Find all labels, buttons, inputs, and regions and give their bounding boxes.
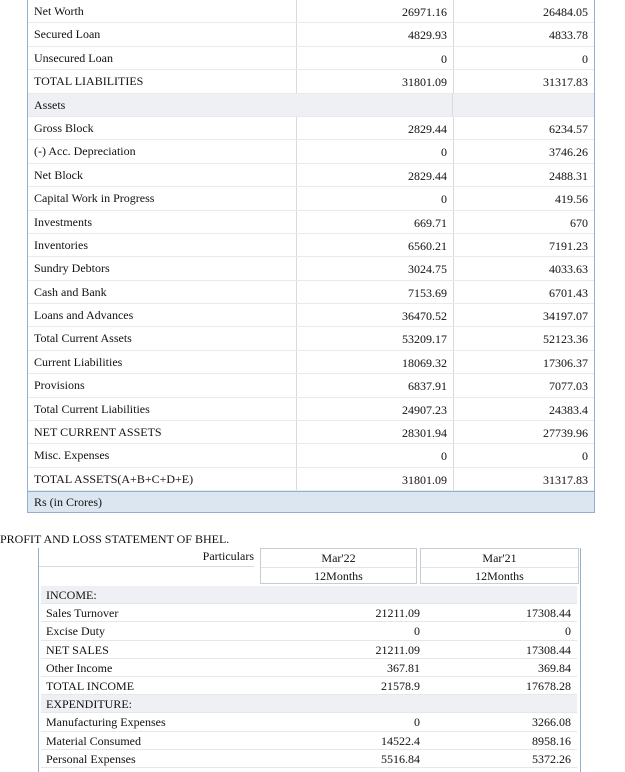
table-row xyxy=(41,604,577,622)
row-label: Secured Loan xyxy=(28,23,297,45)
value-col1: 5516.84 xyxy=(381,751,420,766)
value-col1: 18069.32 xyxy=(297,351,454,373)
balance-sheet-table xyxy=(27,0,595,513)
table-row xyxy=(41,641,577,659)
table-row xyxy=(28,421,594,444)
table-row xyxy=(28,257,594,280)
row-label: INCOME: xyxy=(46,588,97,602)
value-col1: 669.71 xyxy=(297,211,454,233)
pl-title: PROFIT AND LOSS STATEMENT OF BHEL. xyxy=(0,532,230,546)
value-col1: 0 xyxy=(414,715,420,730)
value-col1: 21211.09 xyxy=(375,606,420,621)
value-col1: 28301.94 xyxy=(297,421,454,443)
value-col2: 7191.23 xyxy=(549,238,588,253)
value-col1: 0 xyxy=(297,444,454,466)
balance-sheet-footer: Rs (in Crores) xyxy=(28,491,594,512)
value-col2: 31317.83 xyxy=(543,75,588,90)
row-label: Manufacturing Expenses xyxy=(46,715,166,730)
value-col1: 31801.09 xyxy=(297,468,454,490)
row-label: NET SALES xyxy=(46,642,109,657)
table-row xyxy=(28,398,594,421)
table-row xyxy=(28,164,594,187)
pl-header-col2-period: Mar'21 xyxy=(421,549,578,568)
row-label: Provisions xyxy=(28,374,297,396)
value-col1: 0 xyxy=(297,140,454,162)
pl-rows xyxy=(41,586,577,768)
table-row xyxy=(28,304,594,327)
row-label: Gross Block xyxy=(28,117,297,139)
value-col1: 7153.69 xyxy=(297,281,454,303)
row-label: Sundry Debtors xyxy=(28,257,297,279)
row-label: Current Liabilities xyxy=(28,351,297,373)
pl-header-col1 xyxy=(260,548,417,584)
value-col2 xyxy=(426,586,577,603)
value-col2: 24383.4 xyxy=(549,402,588,417)
value-col2: 17308.44 xyxy=(526,642,571,657)
value-col1: 0 xyxy=(414,624,420,639)
value-col1: 21211.09 xyxy=(375,642,420,657)
value-col1: 2829.44 xyxy=(297,164,454,186)
row-label: Material Consumed xyxy=(46,733,141,748)
value-col2: 17308.44 xyxy=(526,606,571,621)
row-label: NET CURRENT ASSETS xyxy=(28,421,297,443)
value-col2 xyxy=(426,695,577,712)
table-row xyxy=(28,0,594,23)
table-row xyxy=(28,234,594,257)
table-row xyxy=(28,281,594,304)
row-label: Other Income xyxy=(46,660,113,675)
value-col1: 4829.93 xyxy=(297,23,454,45)
value-col2: 7077.03 xyxy=(549,379,588,394)
pl-header-col1-period: Mar'22 xyxy=(261,549,416,568)
value-col2: 17678.28 xyxy=(526,678,571,693)
value-col2: 26484.05 xyxy=(543,5,588,19)
pl-header-col2-duration: 12Months xyxy=(475,569,524,583)
table-row xyxy=(28,140,594,163)
value-col2: 670 xyxy=(570,215,588,230)
pl-header-col2 xyxy=(420,548,579,584)
pl-header-col1-duration: 12Months xyxy=(314,569,363,583)
table-row xyxy=(28,327,594,350)
row-label: Total Current Assets xyxy=(28,327,297,349)
value-col2: 0 xyxy=(582,449,588,464)
pl-header xyxy=(39,548,580,586)
row-label: Loans and Advances xyxy=(28,304,297,326)
value-col2: 6234.57 xyxy=(549,121,588,136)
value-col2: 27739.96 xyxy=(543,426,588,441)
table-row xyxy=(41,622,577,640)
value-col2: 3746.26 xyxy=(549,145,588,160)
table-row xyxy=(28,351,594,374)
row-label: Total Current Liabilities xyxy=(28,398,297,420)
table-row xyxy=(41,713,577,731)
pl-header-particulars: Particulars xyxy=(39,548,254,567)
row-label: Sales Turnover xyxy=(46,606,119,621)
value-col2: 369.84 xyxy=(538,660,571,675)
table-row xyxy=(28,23,594,46)
row-label: Unsecured Loan xyxy=(28,47,297,69)
pl-table xyxy=(38,548,581,772)
value-col2: 4833.78 xyxy=(549,28,588,43)
table-row xyxy=(41,677,577,695)
value-col2: 4033.63 xyxy=(549,262,588,277)
value-col2: 6701.43 xyxy=(549,285,588,300)
value-col1: 0 xyxy=(297,47,454,69)
value-col1 xyxy=(236,695,426,712)
value-col2 xyxy=(453,94,594,116)
value-col2: 5372.26 xyxy=(532,751,571,766)
row-label: Misc. Expenses xyxy=(28,444,297,466)
value-col1: 31801.09 xyxy=(297,70,454,92)
value-col2: 2488.31 xyxy=(549,168,588,183)
value-col1: 6560.21 xyxy=(297,234,454,256)
row-label: (-) Acc. Depreciation xyxy=(28,140,297,162)
value-col2: 17306.37 xyxy=(543,355,588,370)
row-label: Cash and Bank xyxy=(28,281,297,303)
value-col1: 367.81 xyxy=(387,660,420,675)
row-label: Investments xyxy=(28,211,297,233)
row-label: EXPENDITURE: xyxy=(46,697,132,712)
value-col2: 0 xyxy=(582,51,588,66)
value-col2: 8958.16 xyxy=(532,733,571,748)
balance-sheet-rows xyxy=(28,0,594,491)
table-row xyxy=(41,750,577,768)
row-label: Capital Work in Progress xyxy=(28,187,297,209)
value-col1: 24907.23 xyxy=(297,398,454,420)
value-col1: 53209.17 xyxy=(297,327,454,349)
row-label: Excise Duty xyxy=(46,624,105,639)
row-label: Net Worth xyxy=(28,0,297,22)
table-row xyxy=(28,187,594,210)
row-label: Net Block xyxy=(28,164,297,186)
table-row xyxy=(28,211,594,234)
section-header-row xyxy=(41,586,577,604)
table-row xyxy=(41,732,577,750)
row-label: Personal Expenses xyxy=(46,751,136,766)
value-col2: 419.56 xyxy=(555,192,588,207)
value-col1 xyxy=(296,94,453,116)
table-row xyxy=(28,444,594,467)
table-row xyxy=(28,70,594,93)
row-label: TOTAL INCOME xyxy=(46,678,135,693)
row-label: TOTAL LIABILITIES xyxy=(28,70,297,92)
value-col2: 34197.07 xyxy=(543,309,588,324)
value-col1: 6837.91 xyxy=(297,374,454,396)
value-col2: 0 xyxy=(565,624,571,639)
table-row xyxy=(28,468,594,491)
value-col2: 31317.83 xyxy=(543,472,588,487)
value-col1: 14522.4 xyxy=(381,733,420,748)
section-header-row xyxy=(28,94,594,117)
table-row xyxy=(41,659,577,677)
value-col1: 2829.44 xyxy=(297,117,454,139)
value-col1: 26971.16 xyxy=(297,0,454,22)
table-row xyxy=(28,47,594,70)
row-label: TOTAL ASSETS(A+B+C+D+E) xyxy=(28,468,297,490)
value-col2: 52123.36 xyxy=(543,332,588,347)
value-col1: 36470.52 xyxy=(297,304,454,326)
value-col1: 3024.75 xyxy=(297,257,454,279)
value-col1 xyxy=(236,586,426,603)
row-label: Assets xyxy=(34,97,66,112)
row-label: Inventories xyxy=(28,234,297,256)
table-row xyxy=(28,117,594,140)
value-col1: 21578.9 xyxy=(381,678,420,693)
value-col1: 0 xyxy=(297,187,454,209)
value-col2: 3266.08 xyxy=(532,715,571,730)
section-header-row xyxy=(41,695,577,713)
table-row xyxy=(28,374,594,397)
